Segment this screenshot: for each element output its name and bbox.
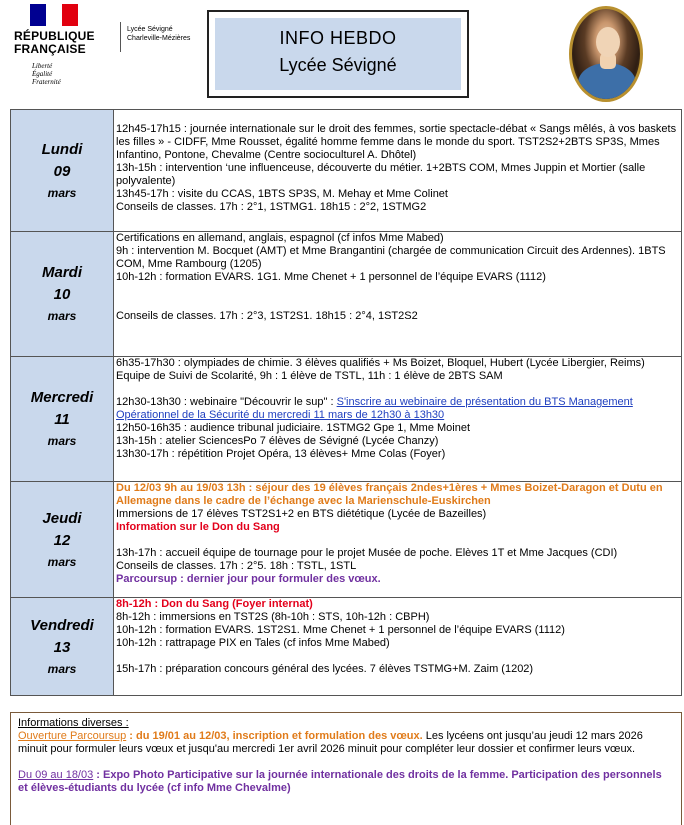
event-line: 13h45-17h : visite du CCAS, 1BTS SP3S, M. Mehay et Mme Colinet (116, 188, 448, 200)
info-expo: Du 09 au 18/03 : Expo Photo Participative sur la journée internationale des droits de la femme. Participation des personnels et élèves-étudiants du lycée (cf info Mme Chevalme) (18, 769, 662, 794)
day-events (114, 482, 682, 598)
info-box (10, 712, 682, 825)
event-line: 8h-12h : immersions en TST2S (8h-10h : STS, 10h-12h : CBPH) (116, 611, 430, 623)
event-line: Du 12/03 9h au 19/03 13h : séjour des 19 élèves français 2ndes+1ères + Mmes Boizet-Daragon et Dutu en Allemagne dans le cadre de l’échange avec la Marienschule-Euskirchen (116, 482, 663, 507)
rf-title: RÉPUBLIQUE FRANÇAISE (14, 29, 95, 56)
day-month: mars (47, 661, 77, 676)
day-num: 13 (53, 638, 71, 656)
info-parcoursup: Ouverture Parcoursup : du 19/01 au 12/03, inscription et formulation des vœux. Les lycéens ont jusqu’au jeudi 12 mars 2026 minuit pour formuler leurs vœux et jusqu'au mercredi 1er avril 2026 minuit pour compléter leur dossier et confirmer leurs vœux. (18, 730, 643, 755)
day-name: Mardi (41, 264, 82, 281)
webinar-link[interactable]: S'inscrire au webinaire de présentation du BTS Management Opérationnel de la Sécurité du mercredi 11 mars de 12h30 à 13h30 (116, 396, 633, 421)
event-line: 13h-15h : atelier SciencesPo 7 élèves de Sévigné (Lycée Chanzy) (116, 435, 439, 447)
info-title: Informations diverses : (18, 717, 129, 729)
day-events (114, 110, 682, 232)
lycee-name: Lycée Sévigné Charleville-Mézières (127, 26, 191, 42)
event-line: 12h50-16h35 : audience tribunal judiciaire. 1STMG2 Gpe 1, Mme Moinet (116, 422, 471, 434)
page-subtitle: Lycée Sévigné (279, 55, 397, 75)
day-num: 11 (54, 411, 70, 428)
day-events (114, 598, 682, 696)
day-num: 09 (53, 162, 71, 180)
day-month: mars (47, 185, 77, 200)
event-line: 12h45-17h15 : journée internationale sur le droit des femmes, sortie spectacle-débat « Sangs mêlés, à vos baskets les filles » - CIDFF, Mme Rousset, égalité homme femme dans le monde du sport. TST2S2+2BTS SP3S, Mmes Infantino, Pontone, Chevalme (Centre socioculturel A. Dhôtel) (116, 123, 677, 161)
day-name: Jeudi (42, 509, 82, 527)
day-row-mercredi (11, 357, 682, 482)
day-name: Mercredi (30, 389, 94, 406)
header (0, 0, 684, 108)
expo-label: Du 09 au 18/03 (18, 769, 94, 781)
day-events (114, 357, 682, 482)
event-line: 13h-17h : accueil équipe de tournage pour le projet Musée de poche. Elèves 1T et Mme Jacques (CDI) (116, 547, 618, 559)
day-cell (11, 598, 114, 696)
event-line: Information sur le Don du Sang (116, 521, 280, 533)
event-line: 6h35-17h30 : olympiades de chimie. 3 élèves qualifiés + Ms Boizet, Bloquel, Hubert (Lycée Libergier, Reims) (116, 357, 645, 369)
day-row-vendredi (11, 598, 682, 696)
event-line: 8h-12h : Don du Sang (Foyer internat) (116, 598, 313, 610)
event-line: 12h30-13h30 : webinaire "Découvrir le sup" : S'inscrire au webinaire de présentation du BTS Management Opérationnel de la Sécurité du mercredi 11 mars de 12h30 à 13h30 (116, 396, 633, 421)
french-flag-icon (30, 4, 78, 26)
event-line: Conseils de classes. 17h : 2°5. 18h : TSTL, 1STL (116, 560, 357, 572)
day-num: 12 (53, 531, 71, 549)
day-row-mardi (11, 232, 682, 357)
day-month: mars (47, 309, 77, 323)
event-line: Equipe de Suivi de Scolarité, 9h : 1 élève de TSTL, 11h : 1 élève de 2BTS SAM (116, 370, 503, 382)
event-line: 10h-12h : formation EVARS. 1ST2S1. Mme Chenet + 1 personnel de l’équipe EVARS (1112) (116, 624, 565, 636)
event-line: Conseils de classes. 17h : 2°1, 1STMG1. 18h15 : 2°2, 1STMG2 (116, 201, 427, 213)
event-line: 15h-17h : préparation concours général des lycées. 7 élèves TSTMG+M. Zaim (1202) (116, 663, 534, 675)
page-title: INFO HEBDO (279, 28, 397, 48)
day-month: mars (47, 554, 77, 569)
portrait-image (569, 6, 643, 102)
event-line: Certifications en allemand, anglais, espagnol (cf infos Mme Mabed) (116, 232, 444, 244)
event-line: 13h-15h : intervention ‘une influenceuse, découverte du métier. 1+2BTS COM, Mmes Juppin et Mortier (salle polyvalente) (116, 162, 646, 187)
event-line: Conseils de classes. 17h : 2°3, 1ST2S1. 18h15 : 2°4, 1ST2S2 (116, 310, 418, 322)
event-line: 10h-12h : formation EVARS. 1G1. Mme Chenet + 1 personnel de l’équipe EVARS (1112) (116, 271, 546, 283)
title-box (207, 10, 469, 98)
week-schedule-table (10, 109, 682, 696)
day-row-lundi (11, 110, 682, 232)
parcoursup-label: Ouverture Parcoursup (18, 730, 127, 742)
day-cell (11, 110, 114, 232)
day-row-jeudi (11, 482, 682, 598)
rf-motto: Liberté Égalité Fraternité (32, 62, 61, 86)
day-cell (11, 482, 114, 598)
day-name: Vendredi (30, 616, 94, 634)
logo-divider (120, 22, 121, 52)
day-num: 10 (53, 286, 71, 303)
day-cell (11, 232, 114, 357)
day-name: Lundi (41, 140, 83, 158)
event-line: Immersions de 17 élèves TST2S1+2 en BTS diététique (Lycée de Bazeilles) (116, 508, 487, 520)
event-line: Parcoursup : dernier jour pour formuler des vœux. (116, 573, 381, 585)
day-events (114, 232, 682, 357)
event-line: 10h-12h : rattrapage PIX en Tales (cf infos Mme Mabed) (116, 637, 390, 649)
republique-francaise-logo (14, 4, 99, 94)
event-line: 13h30-17h : répétition Projet Opéra, 13 élèves+ Mme Colas (Foyer) (116, 448, 446, 460)
event-line: 9h : intervention M. Bocquet (AMT) et Mme Brangantini (chargée de communication Circuit des Ardennes). 1BTS COM, Mme Rambourg (1205) (116, 245, 666, 270)
day-month: mars (47, 434, 77, 448)
day-cell (11, 357, 114, 482)
